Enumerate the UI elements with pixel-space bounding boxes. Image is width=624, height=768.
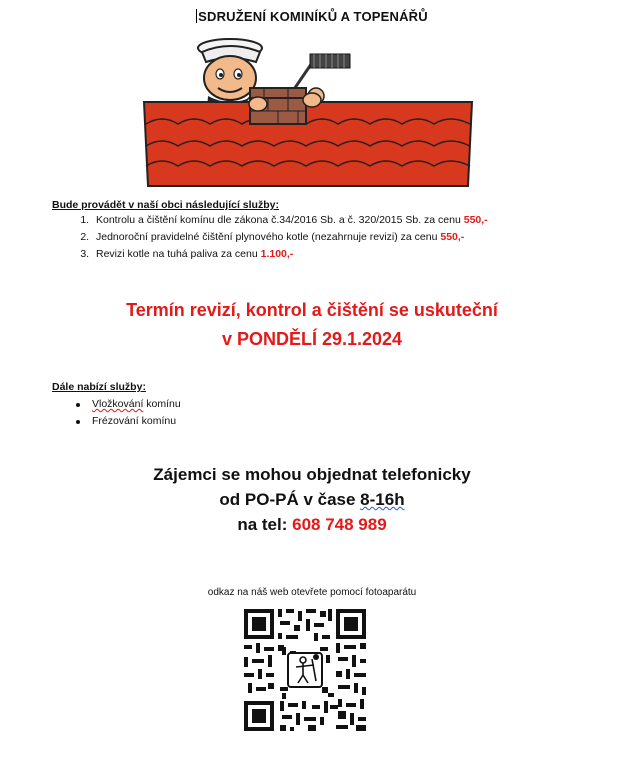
extras-list (52, 396, 181, 430)
announcement-line-1: Termín revizí, kontrol a čištění se uskuteční (126, 300, 498, 320)
qr-caption: odkaz na náš web otevřete pomocí fotoaparátu (207, 587, 417, 598)
list-item: Vložkování komínu (92, 396, 181, 413)
chimney-sweep-illustration (138, 36, 478, 188)
page-title-text: SDRUŽENÍ KOMINÍKŮ A TOPENÁŘŮ (198, 9, 428, 24)
spellcheck-word: Vložkování (92, 398, 144, 410)
qr-code-icon[interactable] (242, 607, 368, 733)
list-item: Frézování komínu (92, 413, 181, 430)
list-item: 2. Jednoroční pravidelné čištění plynového kotle (nezahrnuje revizi) za cenu 550,- (92, 229, 624, 246)
contact-line-3: na tel: 608 748 989 (237, 515, 387, 534)
price: 550,- (463, 214, 488, 226)
contact-line-1: Zájemci se mohou objednat telefonicky (153, 465, 471, 484)
list-item: 3. Revizi kotle na tuhá paliva za cenu 1.100,- (92, 246, 624, 263)
list-item: 1. Kontrolu a čištění komínu dle zákona č.34/2016 Sb. a č. 320/2015 Sb. za cenu 550,- (92, 212, 624, 229)
services-list (52, 212, 624, 263)
contact-line-2: od PO-PÁ v čase 8-16h (219, 490, 405, 509)
time-range: 8-16h (360, 490, 405, 509)
phone-number[interactable]: 608 748 989 (292, 515, 387, 534)
text-cursor (196, 9, 197, 23)
services-heading: Bude provádět v naší obci následující služby: (52, 199, 279, 211)
page-title (0, 9, 624, 24)
announcement-line-2: v PONDĚLÍ 29.1.2024 (221, 329, 403, 349)
price: 1.100,- (260, 248, 294, 260)
price: 550,- (440, 231, 465, 243)
extras-heading: Dále nabízí služby: (52, 381, 146, 393)
